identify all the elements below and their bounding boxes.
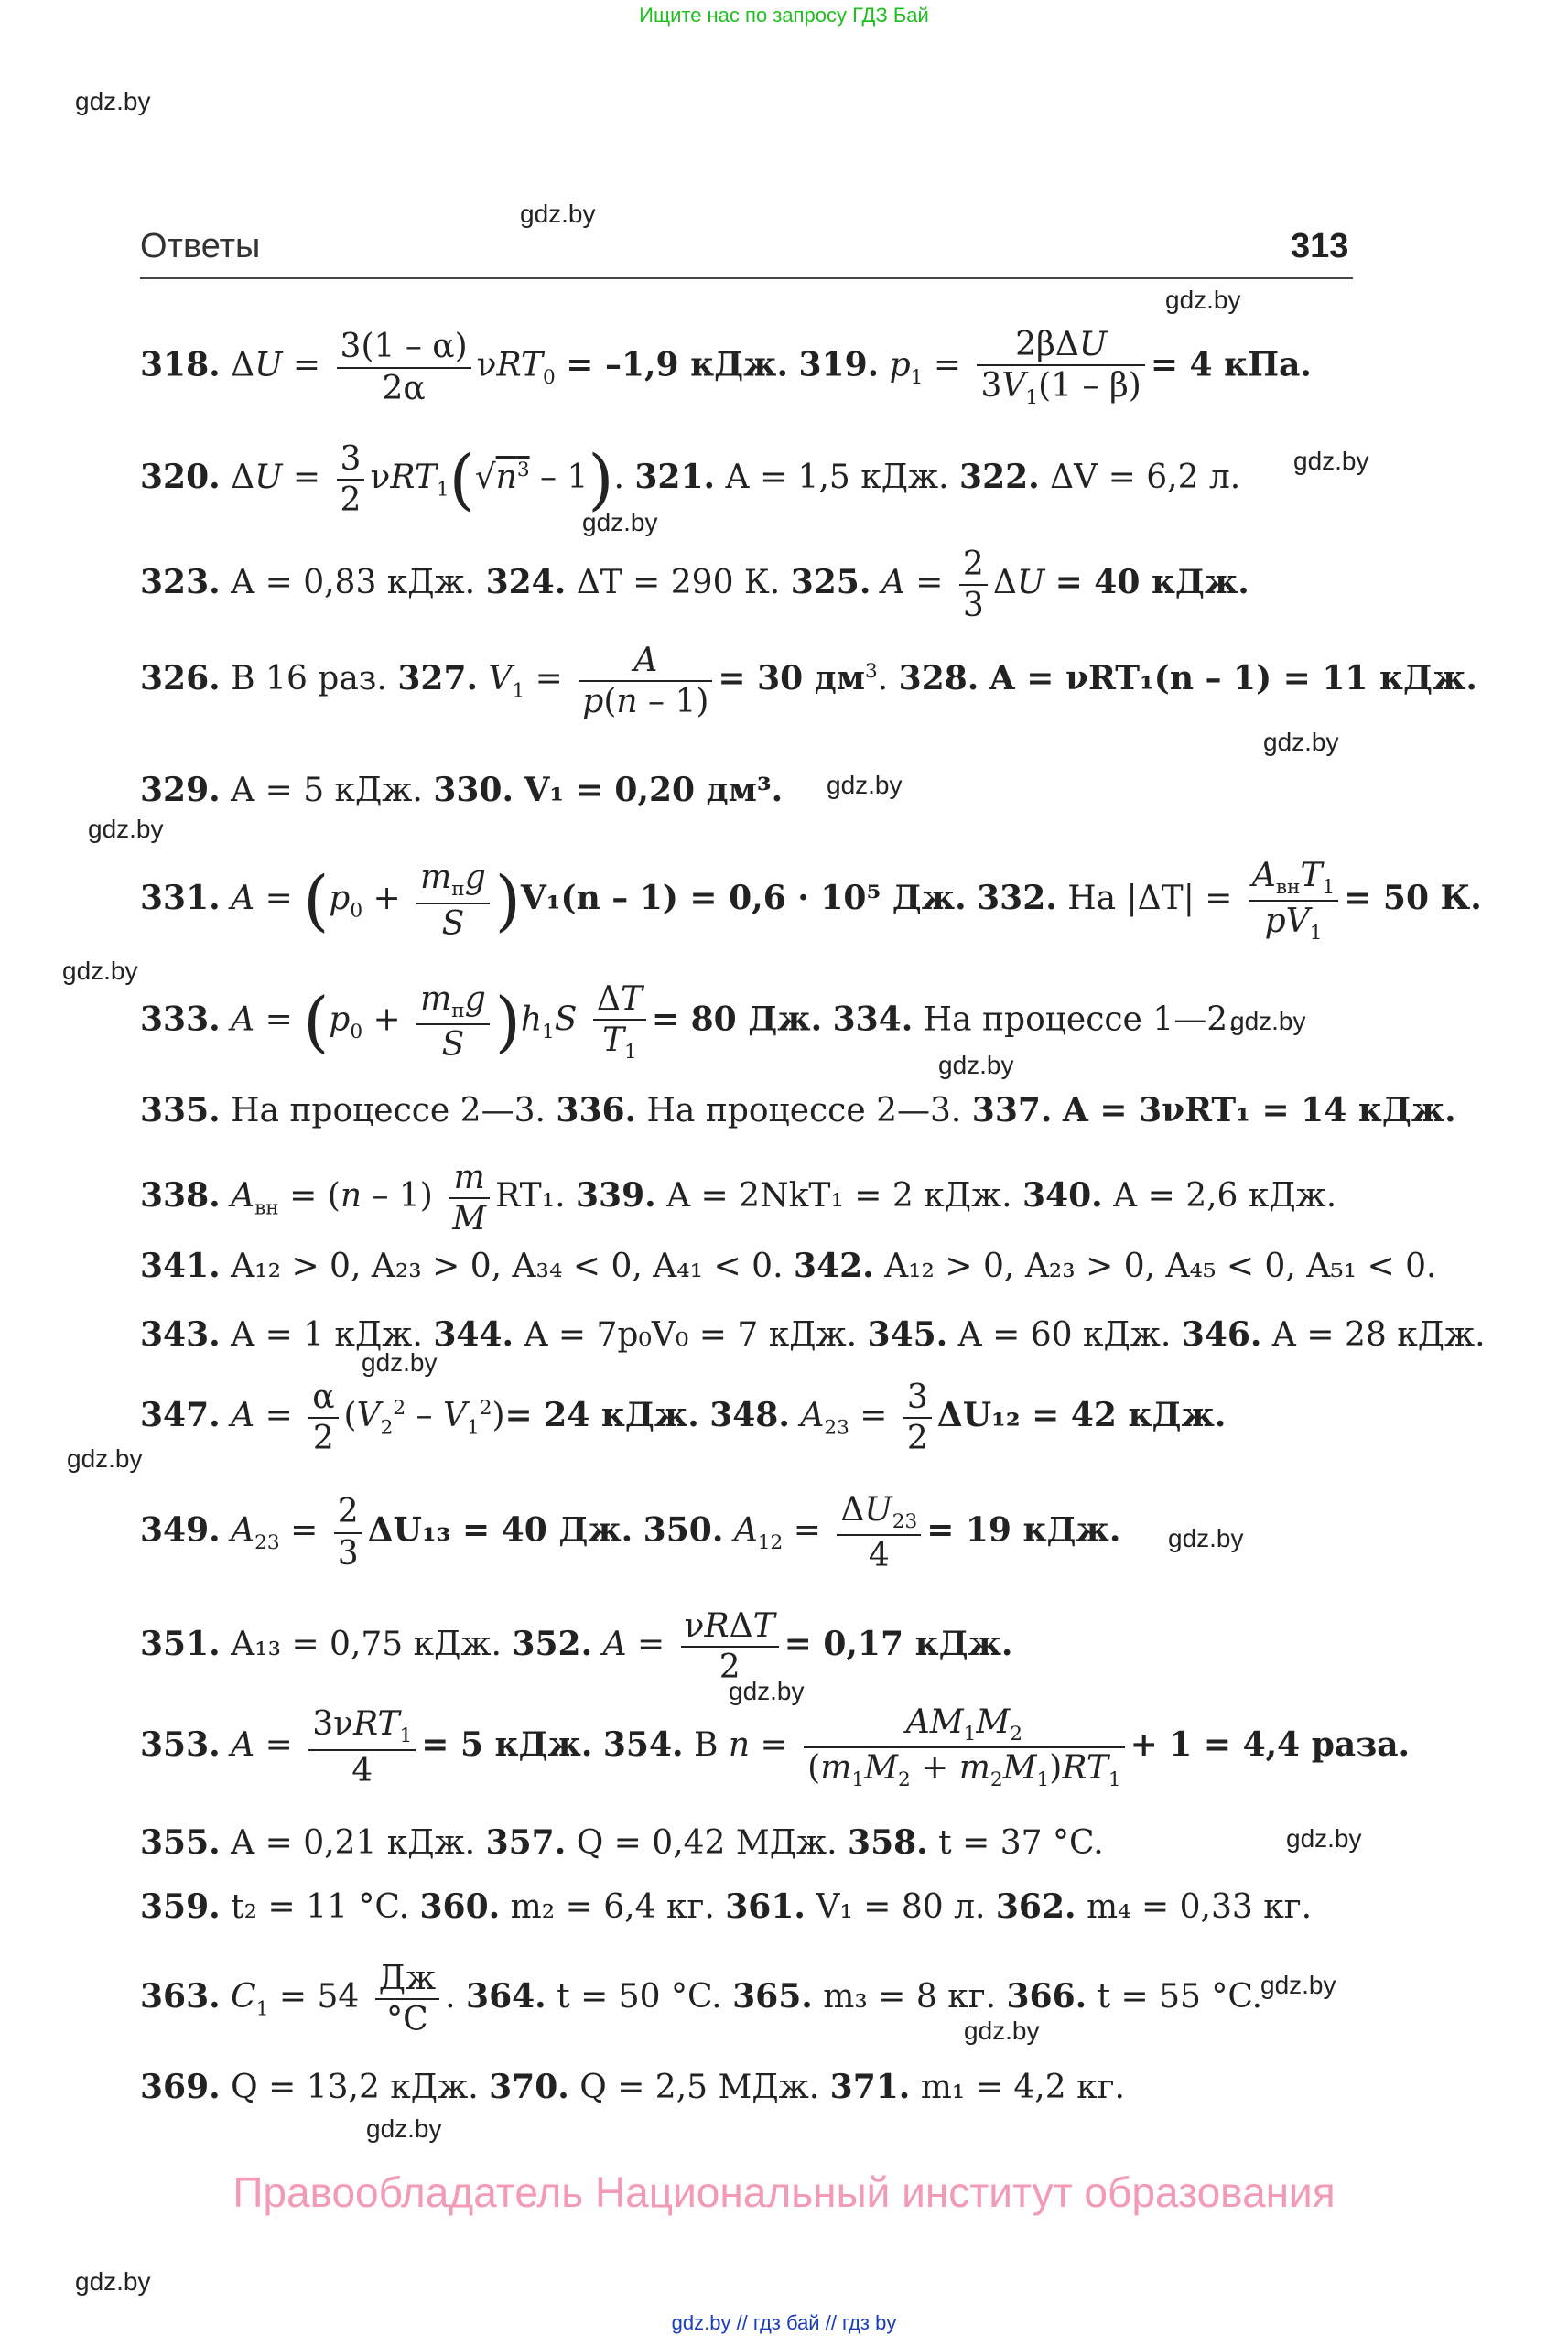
watermark: gdz.by [1168,1524,1244,1552]
watermark: gdz.by [67,1444,143,1473]
answer-line-318-319: 318. ΔU = $\frac{3(1 - \alpha)}{2\alpha}$ νRT$_0$ = –1,9 кДж. 319. $p_1$ = $\frac{\text{2βΔU}}{3V_1(1 - \beta)}$ = 4 кПа. [140,326,1312,410]
answer-line-355-358: 355. A = 0,21 кДж. 357. Q = 0,42 МДж. 358. t = 37 °C. [140,1823,1104,1862]
watermark: gdz.by [1293,447,1369,475]
header-rule [140,277,1353,279]
footer-links[interactable]: gdz.by // гдз бай // гдз by [671,2311,897,2334]
answer-line-341-342: 341. A₁₂ > 0, A₂₃ > 0, A₃₄ < 0, A₄₁ < 0. 342. A₁₂ > 0, A₂₃ > 0, A₄₅ < 0, A₅₁ < 0. [140,1247,1437,1285]
top-search-note[interactable]: Ищите нас по запросу ГДЗ Бай [639,4,929,27]
watermark: gdz.by [75,2267,151,2296]
answer-line-320-322: 320. ΔU = $\frac{3}{2}$ $\nu RT_1(√n^3 - 1)$. 321. A = 1,5 кДж. 322. ΔV = 6,2 л. [140,440,1241,520]
answer-line-335-337: 335. На процессе 2—3. 336. На процессе 2—3. 337. A = 3νRT₁ = 14 кДж. [140,1091,1456,1130]
page-number: 313 [1291,227,1349,265]
answer-line-369-371: 369. Q = 13,2 кДж. 370. Q = 2,5 МДж. 371. m₁ = 4,2 кг. [140,2068,1125,2106]
answer-line-343-346: 343. A = 1 кДж. 344. A = 7p₀V₀ = 7 кДж. 345. A = 60 кДж. 346. A = 28 кДж. [140,1315,1486,1354]
watermark: gdz.by [62,957,138,985]
answer-line-326-328: 326. В 16 раз. 327. $V_1$ = $\frac{A}{p(n - 1)}$ = 30 $дм^3$. 328. A = νRT₁(n – 1) = 11 кДж. [140,642,1477,721]
answer-line-351-352: 351. A₁₃ = 0,75 кДж. 352. A = $\frac{\text{νRΔT}}{2}$ = 0,17 кДж. [140,1607,1013,1687]
watermark: gdz.by [88,815,164,843]
answer-line-353-354: 353. A = $\frac{3\nu RT_1}{4}$ = 5 кДж. 354. В n = $\frac{AM_1M_2}{(m_1M_2 + m_2M_1)RT_1}$ + 1 = 4,4 раза. [140,1703,1411,1792]
watermark: gdz.by [582,508,658,536]
answer-line-363-366: 363. $C_1 = 54$ $\frac{Дж}{^\circ C}$ . 364. t = 50 °C. 365. m₃ = 8 кг. 366. t = 55 °C. [140,1960,1263,2039]
answer-line-331-332: 331. $A = (p_0$ + $\frac{m_пg}{S}$ )V₁(n – 1) = 0,6 · 10⁵ Дж. 332. На |ΔT| = $\frac{A_{вн}T_1}{pV_1}$ = 50 К. [140,857,1482,946]
answer-line-349-350: 349. $A_{23}$ = $\frac{2}{3}$ ΔU₁₃ = 40 Дж. 350. $A_{12}$ = $\frac{\Delta U_{23}}{4}$ = 19 кДж. [140,1491,1121,1575]
watermark: gdz.by [1263,728,1339,756]
watermark: gdz.by [75,87,151,115]
watermark: gdz.by [366,2114,442,2143]
watermark: gdz.by [1286,1824,1362,1853]
answer-line-359-362: 359. t₂ = 11 °C. 360. m₂ = 6,4 кг. 361. V₁ = 80 л. 362. m₄ = 0,33 кг. [140,1887,1313,1926]
answer-line-347-348: 347. A = $\frac{\alpha}{2}$ $(V_2^2 - V_1^2)= 24$ кДж. 348. $A_{23}$ = $\frac{3}{2}$ ΔU₁₂ = 42 кДж. [140,1378,1227,1458]
watermark: gdz.by [520,200,596,228]
watermark: gdz.by [729,1677,805,1705]
watermark: gdz.by [1165,286,1241,314]
watermark: gdz.by [1260,1971,1336,1999]
answer-line-338-340: 338. $A_{вн} = (n - 1)$ $\frac{m}{M}$ RT₁. 339. A = 2NkT₁ = 2 кДж. 340. A = 2,6 кДж. [140,1159,1337,1238]
watermark: gdz.by [1230,1007,1306,1035]
answer-line-323-325: 323. A = 0,83 кДж. 324. ΔT = 290 К. 325. A = $\frac{2}{3}$ ΔU = 40 кДж. [140,546,1249,625]
answer-line-329-330: 329. A = 5 кДж. 330. V₁ = 0,20 дм³. [140,771,784,809]
answer-line-333-334: 333. $A = (p_0$ + $\frac{m_пg}{S}$ )$h_1S$ $\frac{\Delta T}{T_1}$ = 80 Дж. 334. На процессе 1—2. [140,980,1238,1065]
watermark: gdz.by [362,1348,438,1377]
watermark: gdz.by [964,2016,1040,2045]
copyright-notice: Правообладатель Национальный институт образования [232,2168,1336,2216]
page-header-title: Ответы [140,227,261,265]
watermark: gdz.by [827,771,903,799]
watermark: gdz.by [938,1051,1014,1079]
